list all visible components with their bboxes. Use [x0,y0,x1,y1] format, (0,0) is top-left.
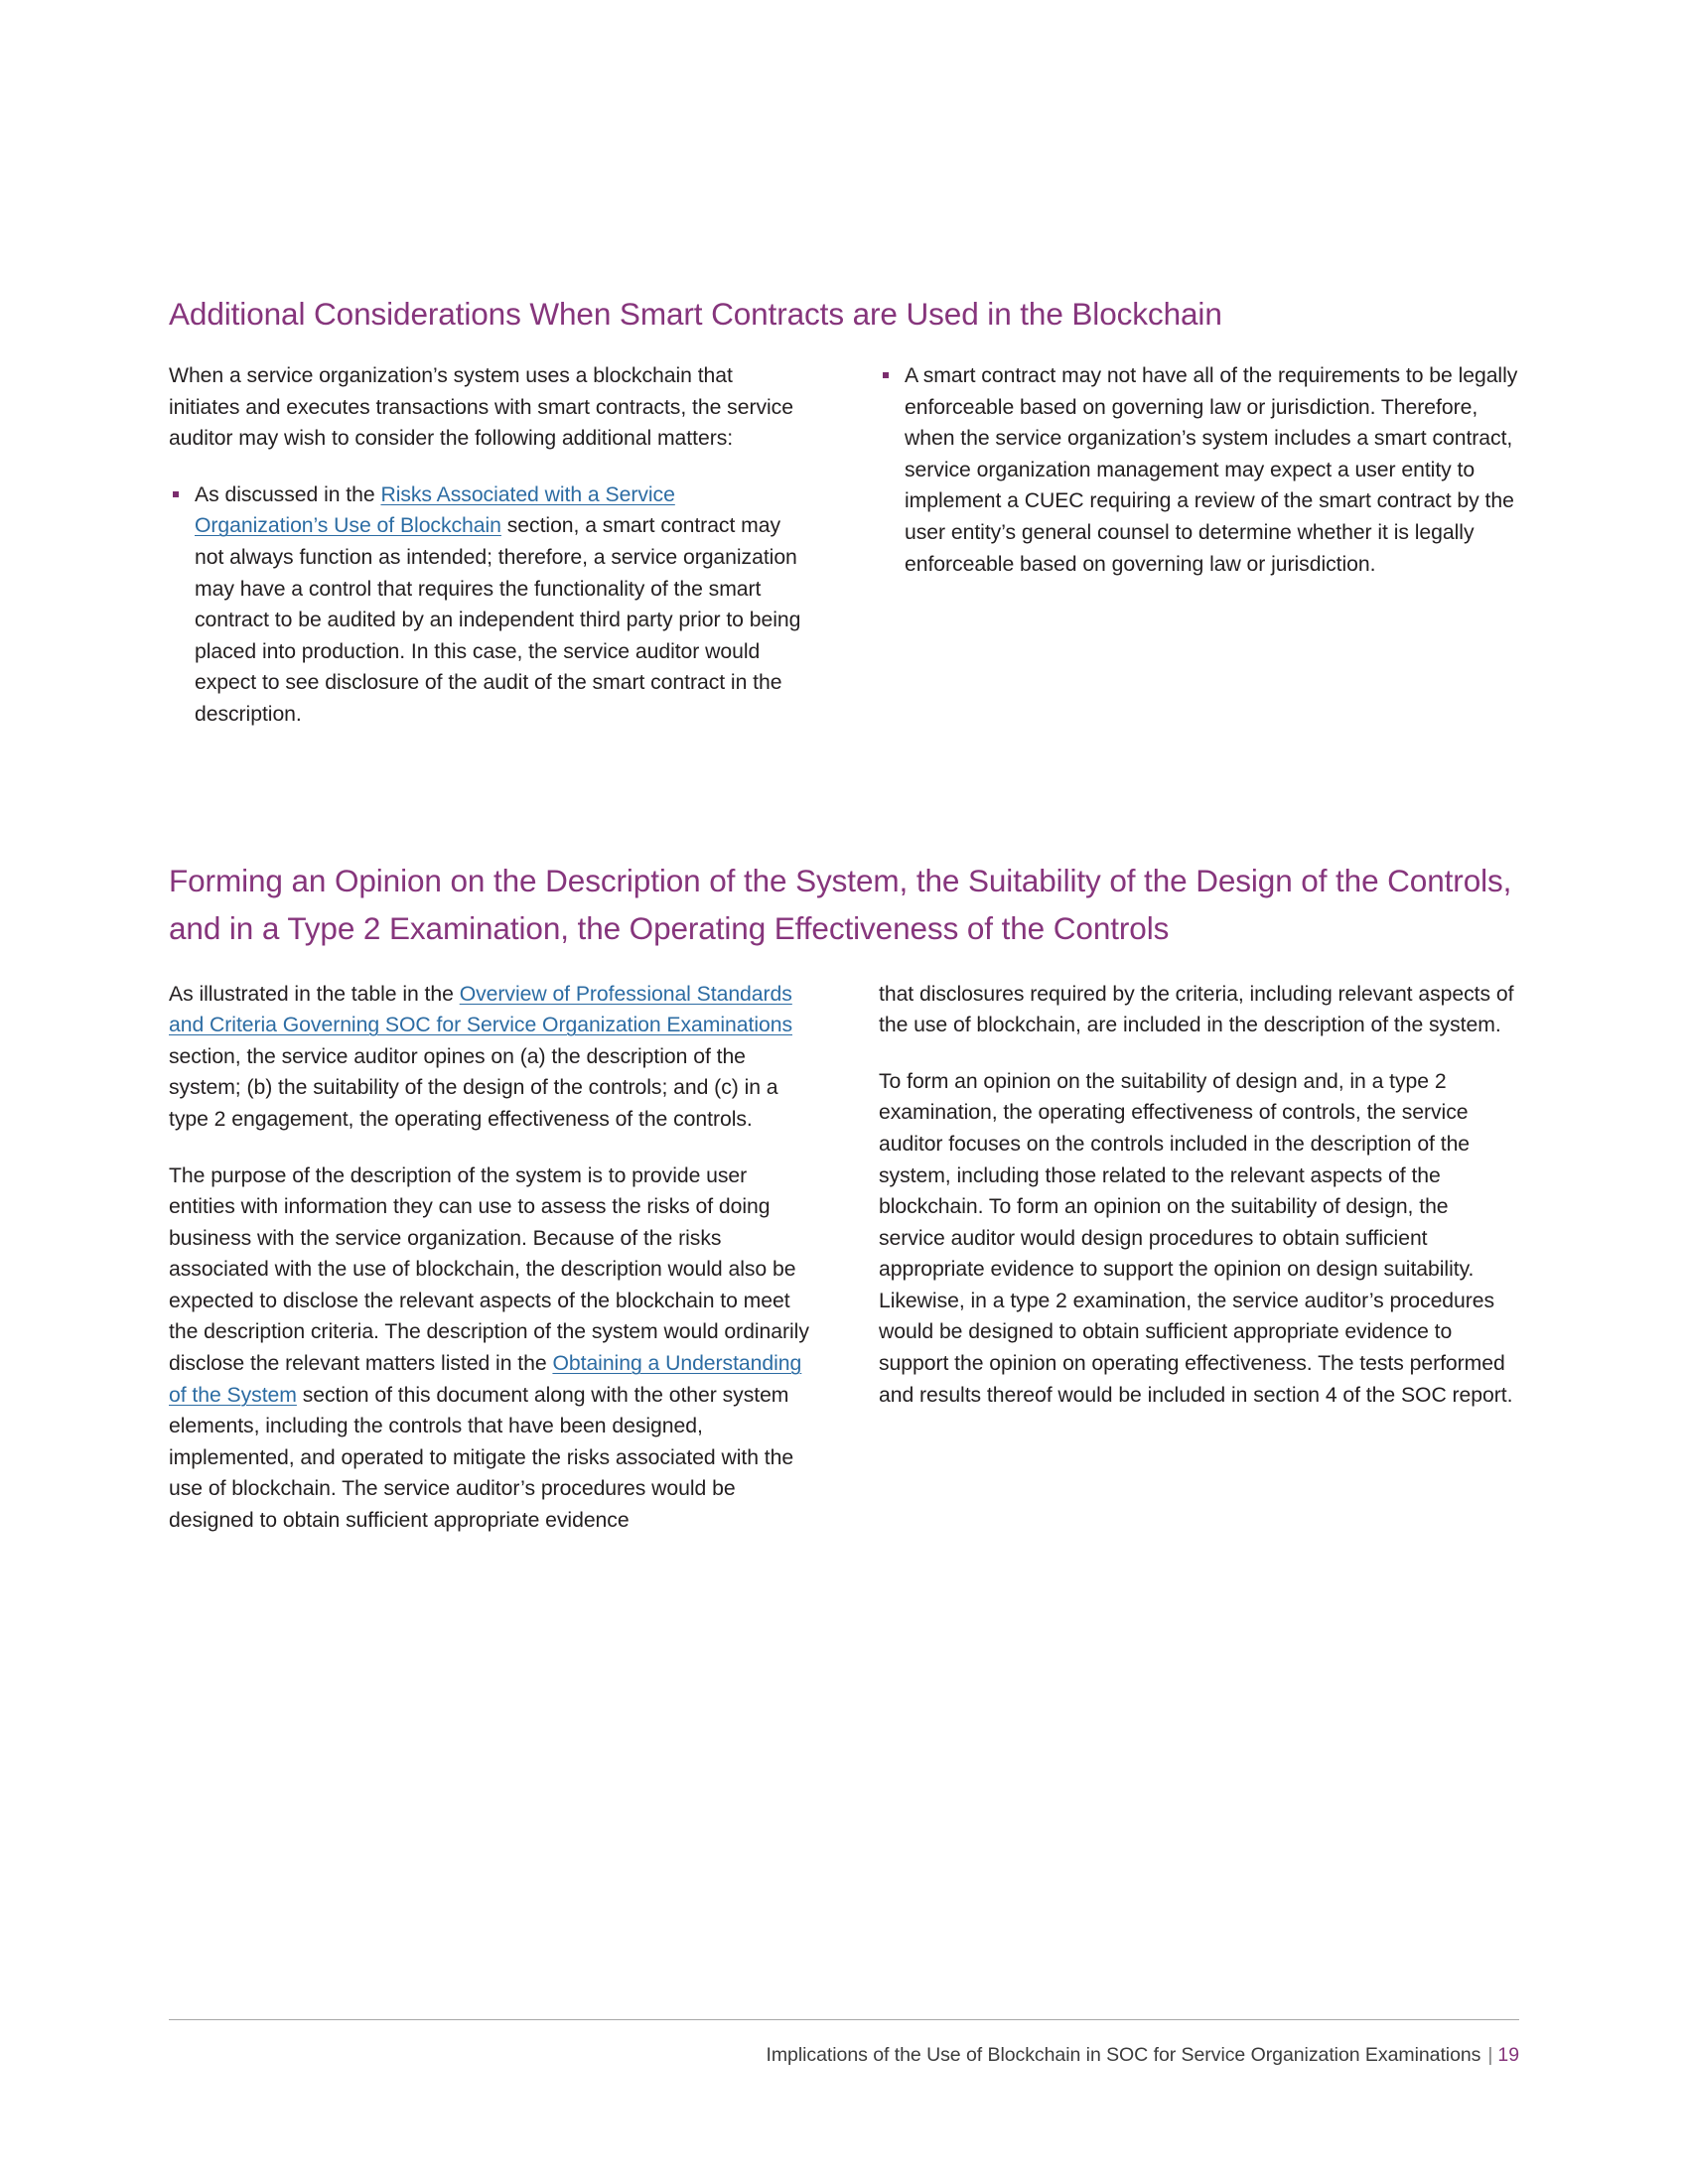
spacer [169,455,809,479]
bullet-post-link-text: section, a smart contract may not always function as intended; therefore, a service organization may have a control that requires the functionality of the smart contract to be audited by an independent third party prior to being placed into production. In this case, the service auditor would expect to see disclosure of the audit of the smart contract in the description. [195,514,801,726]
list-item [169,479,809,731]
spacer [169,335,1519,360]
section-two-right-paragraph-2: To form an opinion on the suitability of design and, in a type 2 examination, the operating effectiveness of controls, the service auditor focuses on the controls included in the description of the system, including those related to the relevant aspects of the blockchain. To form an opinion on the suitability of design, the service auditor would design procedures to obtain sufficient appropriate evidence to support the opinion on design suitability. Likewise, in a type 2 examination, the service auditor’s procedures would be designed to obtain sufficient appropriate evidence to support the opinion on operating effectiveness. The tests performed and results thereof would be included in section 4 of the SOC report. [879,1069,1513,1407]
section-one-right-bullet-list [879,360,1519,580]
section-two-heading: Forming an Opinion on the Description of the System, the Suitability of the Design of the Controls, and in a Type 2 Examination, the Operating Effectiveness of the Controls [169,862,1512,946]
link-risks-associated-with-service-organizations-use-of-blockchain[interactable]: Risks Associated with a Service Organization’s Use of Blockchain [195,482,675,538]
page-footer [169,2019,1519,2068]
link-overview-of-professional-standards-and-criteria[interactable]: Overview of Professional Standards and Criteria Governing SOC for Service Organization Examinations [169,982,792,1037]
footer-divider [169,2019,1519,2020]
paragraph-pre-link-text: The purpose of the description of the system is to provide user entities with information they can use to assess the risks of doing business with the service organization. Because of the risks associated with the use of blockchain, the description would also be expected to disclose the relevant aspects of the blockchain to meet the description criteria. The description of the system would ordinarily disclose the relevant matters listed in the [169,1163,809,1376]
section-one-left-column [169,360,809,731]
section-one-columns [169,360,1519,731]
footer-page-number: 19 [1497,2044,1519,2066]
footer-text [169,2042,1519,2068]
footer-document-title: Implications of the Use of Blockchain in SOC for Service Organization Examinations [766,2044,1481,2066]
section-two-right-column [879,979,1519,1412]
paragraph-post-link-text: section, the service auditor opines on (a) the description of the system; (b) the suitability of the design of the controls; and (c) in a type 2 engagement, the operating effectiveness of the controls. [169,1044,778,1131]
page-content [169,294,1519,1537]
section-one-intro-paragraph: When a service organization’s system uses a blockchain that initiates and executes transactions with smart contracts, the service auditor may wish to consider the following additional matters: [169,364,793,451]
list-item [879,360,1519,580]
section-one-left-bullet-list [169,479,809,731]
spacer [169,731,1519,857]
section-two-left-column [169,979,809,1537]
link-obtaining-an-understanding-of-the-system[interactable]: Obtaining a Understanding of the System [169,1352,802,1407]
bullet-pre-link-text: As discussed in the [195,482,381,506]
section-one-right-column [879,360,1519,580]
spacer [169,952,1519,979]
section-one-heading: Additional Considerations When Smart Contracts are Used in the Blockchain [169,296,1222,332]
bullet-square-icon [883,372,889,378]
bullet-square-icon [173,491,179,497]
paragraph-post-link-text: section of this document along with the other system elements, including the controls that have been designed, implemented, and operated to mitigate the risks associated with the use of blockchain. The service auditor’s procedures would be designed to obtain sufficient appropriate evidence [169,1383,794,1533]
section-two-right-paragraph-1: that disclosures required by the criteria, including relevant aspects of the use of blockchain, are included in the description of the system. [879,982,1514,1037]
section-two-left-paragraph-1 [169,979,809,1136]
section-two-columns [169,979,1519,1537]
section-two-left-paragraph-2 [169,1160,809,1537]
bullet-text: A smart contract may not have all of the requirements to be legally enforceable based on governing law or jurisdiction. Therefore, when the service organization’s system includes a smart contract, service organization management may expect a user entity to implement a CUEC requiring a review of the smart contract by the user entity’s general counsel to determine whether it is legally enforceable based on governing law or jurisdiction. [905,364,1518,576]
paragraph-pre-link-text: As illustrated in the table in the [169,982,460,1006]
footer-separator: | [1487,2044,1493,2066]
